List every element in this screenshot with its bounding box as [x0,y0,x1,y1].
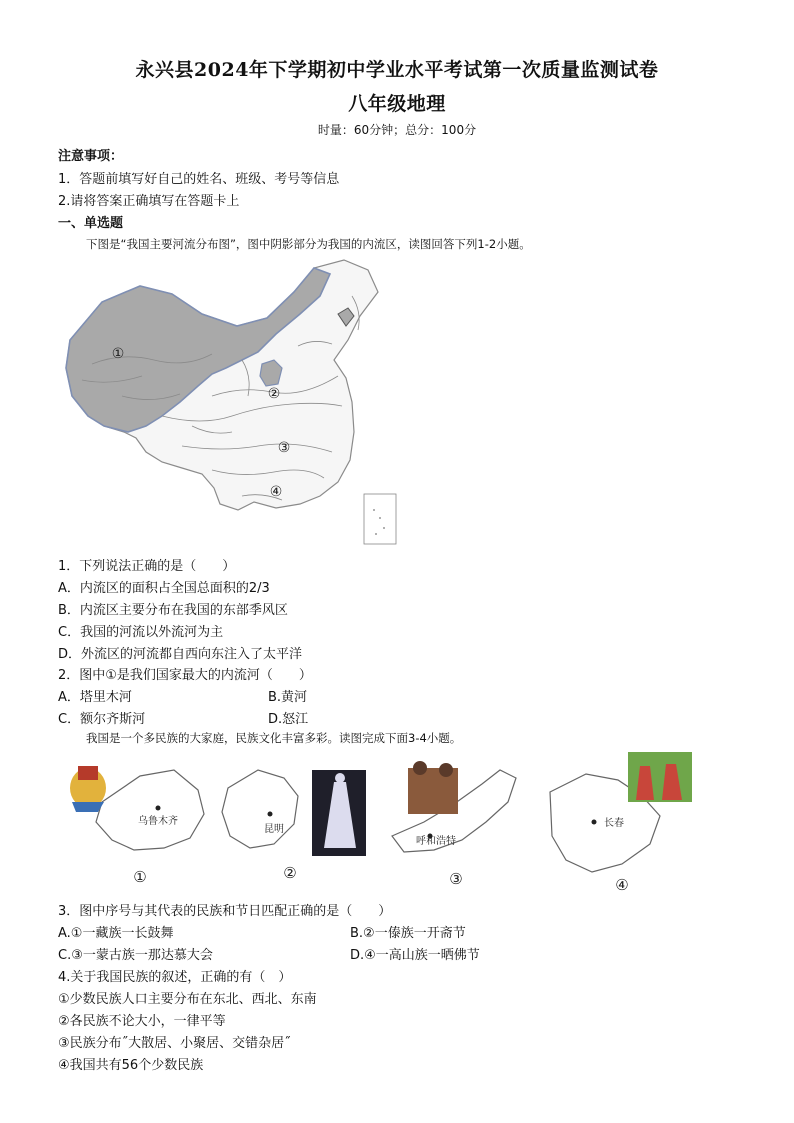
map-label-4: ④ [269,484,283,500]
notes-heading: 注意事项： [58,149,124,164]
dancer-illustration-1 [70,766,106,812]
city-label-3: 呼和浩特 [416,836,456,847]
intro-text: 下图是“我国主要河流分布图”，图中阴影部分为我国的内流区，读图回答下列1-2小题。 [86,237,531,251]
q3-stem: 3．图中序号与其代表的民族和节日匹配正确的是（ ） [58,904,392,919]
intro-text: 我国是一个多民族的大家庭，民族文化丰富多彩。读图完成下面3-4小题。 [86,731,462,745]
province-number-2: ② [283,864,297,882]
q2-option-d: D.怒江 [268,712,309,727]
q3-option-a: A.①一藏族一长鼓舞 [58,926,174,941]
q1-stem: 1．下列说法正确的是（ ） [58,559,236,574]
province-number-1: ① [133,868,147,886]
city-label-1: 乌鲁木齐 [138,816,178,827]
note-item: 1．答题前填写好自己的姓名、班级、考号等信息 [58,172,340,187]
q3-option-d: D.④一高山族一晒佛节 [350,948,480,963]
exam-meta: 时量：60分钟；总分：100分 [317,123,477,137]
map-label-2: ② [267,386,281,402]
q3-option-b: B.②一傣族一开斋节 [350,926,466,941]
map-label-1: ① [111,346,125,362]
exam-title: 永兴县2024年下学期初中学业水平考试第一次质量监测试卷 [135,59,659,81]
map-label-3: ③ [277,440,291,456]
q1-option-b: B．内流区主要分布在我国的东部季风区 [58,603,288,618]
q1-option-c: C．我国的河流以外流河为主 [58,625,224,640]
province-outline-1 [96,770,204,850]
wrestlers-illustration-3 [408,761,458,814]
city-label-4: 长春 [604,818,624,829]
dancers-illustration-4 [628,752,692,802]
note-item: 2.请将答案正确填写在答题卡上 [58,194,240,209]
q2-stem: 2．图中①是我们国家最大的内流河（ ） [58,668,312,683]
province-number-4: ④ [615,876,629,894]
dancer-illustration-2 [312,770,366,856]
province-number-3: ③ [449,870,463,888]
q2-option-b: B.黄河 [268,690,308,705]
q1-option-a: A．内流区的面积占全国总面积的2/3 [58,581,270,596]
q1-option-d: D．外流区的河流都自西向东注入了太平洋 [58,647,303,662]
province-outline-2 [222,770,298,848]
q4-item: ③民族分布˝大散居、小聚居、交错杂居˝ [58,1036,291,1051]
city-label-2: 昆明 [264,824,284,835]
q4-stem: 4.关于我国民族的叙述，正确的有（ ） [58,970,292,985]
q2-option-c: C．额尔齐斯河 [58,712,146,727]
q4-item: ④我国共有56个少数民族 [58,1058,204,1073]
china-river-map [62,256,402,548]
q4-item: ①少数民族人口主要分布在东北、西北、东南 [58,992,317,1007]
exam-subtitle: 八年级地理 [348,93,446,115]
section-heading: 一、单选题 [58,216,124,231]
q3-option-c: C.③一蒙古族一那达慕大会 [58,948,213,963]
q4-item: ②各民族不论大小，一律平等 [58,1014,226,1029]
ethnic-provinces-figure [62,752,694,894]
q2-option-a: A．塔里木河 [58,690,132,705]
